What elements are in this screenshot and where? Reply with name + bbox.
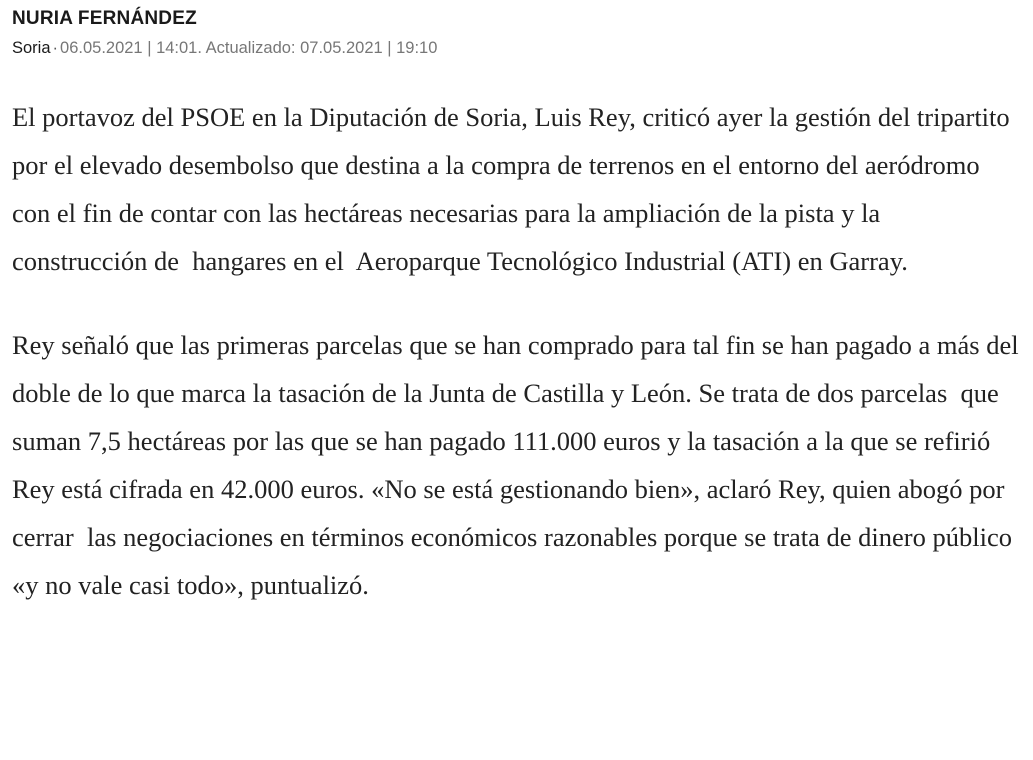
meta-separator: · (52, 39, 59, 57)
publish-dates: 06.05.2021 | 14:01. Actualizado: 07.05.2021 | 19:10 (60, 39, 438, 57)
paragraph-2: Rey señaló que las primeras parcelas que se han comprado para tal fin se han pagado a más del doble de lo que marca la tasación de la Junta de Castilla y León. Se trata de dos parcelas que suman 7,5 hectáreas por las que se han pagado 111.000 euros y la tasación a la que se refirió Rey está cifrada en 42.000 euros. «No se está gestionando bien», aclaró Rey, quien abogó por cerrar las negociaciones en términos económicos razonables porque se trata de dinero público «y no vale casi todo», puntualizó. (12, 330, 1026, 600)
article-meta (12, 36, 1021, 60)
article-body (12, 93, 1026, 609)
paragraph-1: El portavoz del PSOE en la Diputación de Soria, Luis Rey, criticó ayer la gestión del tripartito por el elevado desembolso que destina a la compra de terrenos en el entorno del aeródromo con el fin de contar con las hectáreas necesarias para la ampliación de la pista y la construcción de hangares en el Aeroparque Tecnológico Industrial (ATI) en Garray. (12, 102, 1017, 276)
author-name: NURIA FERNÁNDEZ (12, 8, 197, 29)
section-link[interactable]: Soria (12, 39, 51, 57)
